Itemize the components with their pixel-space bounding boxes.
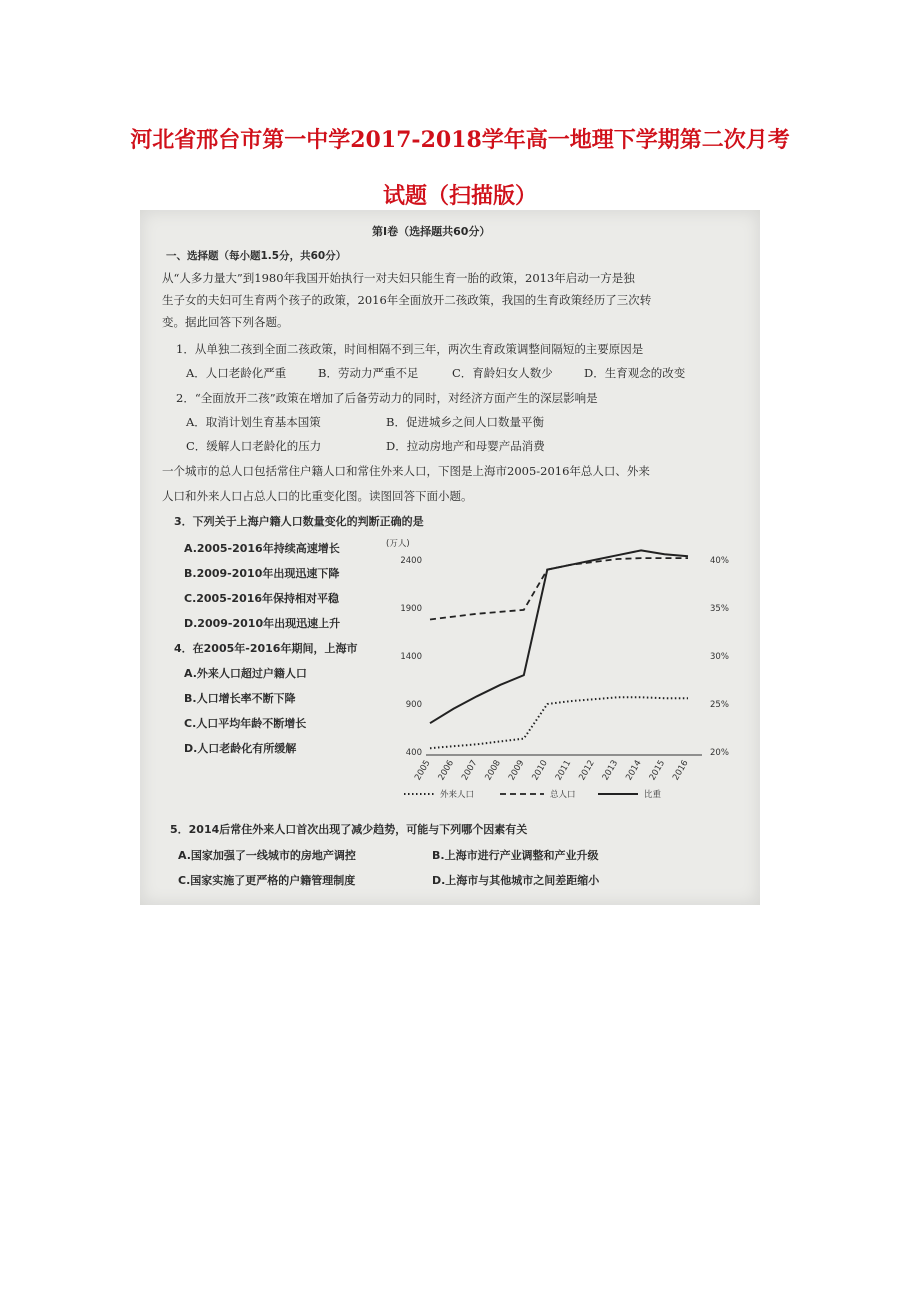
x-tick-label: 2007: [460, 758, 480, 783]
y-tick-label: 400: [405, 748, 422, 758]
intro2-line-1: 一个城市的总人口包括常住户籍人口和常住外来人口，下图是上海市2005-2016年总人口、外来: [162, 464, 650, 478]
legend-label-total: 总人口: [550, 790, 576, 800]
y-tick-label: 1400: [400, 652, 422, 662]
x-tick-label: 2011: [553, 758, 574, 783]
q3-option-d: D.2009-2010年出现迅速上升: [184, 617, 341, 630]
population-line-chart: [368, 532, 748, 810]
y-axis-ticks: [400, 556, 422, 758]
title-line-2: 试题（扫描版）: [382, 183, 537, 209]
q3-option-c: C.2005-2016年保持相对平稳: [184, 592, 340, 605]
y2-tick-label: 20%: [710, 748, 729, 758]
q5-stem: 5．2014后常住外来人口首次出现了减少趋势，可能与下列哪个因素有关: [170, 823, 528, 836]
x-tick-label: 2006: [436, 758, 457, 783]
section-heading: 一、选择题（每小题1.5分，共60分）: [166, 250, 347, 262]
q2-option-c: C．缓解人口老龄化的压力: [186, 439, 322, 453]
intro2-line-2: 人口和外来人口占总人口的比重变化图。读图回答下面小题。: [162, 489, 473, 503]
q4-option-b: B.人口增长率不断下降: [184, 692, 296, 705]
x-axis-ticks: [413, 759, 690, 783]
q2-option-d: D．拉动房地产和母婴产品消费: [386, 439, 545, 453]
x-tick-label: 2012: [577, 758, 597, 783]
q2-stem: 2．“全面放开二孩”政策在增加了后备劳动力的同时，对经济方面产生的深层影响是: [176, 391, 598, 405]
legend-label-proportion: 比重: [644, 790, 662, 800]
q4-stem: 4．在2005年-2016年期间，上海市: [174, 642, 358, 655]
y2-tick-label: 25%: [710, 700, 729, 710]
y2-tick-label: 30%: [710, 652, 729, 662]
legend: [404, 789, 662, 800]
legend-label-foreign: 外来人口: [440, 790, 475, 800]
title-line-1: 河北省邢台市第一中学2017-2018学年高一地理下学期第二次月考: [130, 127, 790, 153]
x-tick-label: 2016: [671, 758, 691, 783]
x-tick-label: 2009: [506, 758, 527, 783]
scanned-exam-page: [140, 210, 760, 905]
q1-stem: 1．从单独二孩到全面二孩政策，时间相隔不到三年，两次生育政策调整间隔短的主要原因是: [176, 342, 644, 356]
y2-axis-ticks: [710, 556, 729, 758]
series-proportion-line: [430, 550, 688, 723]
q3-option-b: B.2009-2010年出现迅速下降: [184, 567, 340, 580]
q5-option-c: C.国家实施了更严格的户籍管理制度: [178, 874, 356, 887]
x-tick-label: 2008: [483, 758, 503, 783]
q4-option-c: C.人口平均年龄不断增长: [184, 717, 307, 730]
paper-heading: 第Ⅰ卷（选择题共60分）: [372, 225, 491, 238]
q1-option-b: B．劳动力严重不足: [318, 366, 419, 380]
x-tick-label: 2013: [600, 758, 621, 783]
y2-tick-label: 35%: [710, 604, 729, 614]
x-tick-label: 2014: [624, 758, 644, 783]
document-title: [0, 112, 920, 224]
q4-option-d: D.人口老龄化有所缓解: [184, 742, 297, 755]
intro1-line-3: 变。据此回答下列各题。: [162, 315, 289, 329]
intro1-line-1: 从“人多力量大”到1980年我国开始执行一对夫妇只能生育一胎的政策，2013年启动一方是独: [162, 271, 635, 285]
q1-option-a: A．人口老龄化严重: [186, 366, 287, 380]
x-tick-label: 2015: [647, 758, 668, 783]
y-tick-label: 900: [405, 700, 422, 710]
q3-option-a: A.2005-2016年持续高速增长: [184, 542, 340, 555]
q3-stem: 3．下列关于上海户籍人口数量变化的判断正确的是: [174, 515, 424, 528]
series-foreign-population-line: [430, 697, 688, 748]
y-unit-label: (万人): [386, 539, 410, 549]
x-tick-label: 2010: [530, 758, 550, 783]
q5-option-d: D.上海市与其他城市之间差距缩小: [432, 874, 600, 887]
y-tick-label: 2400: [400, 556, 422, 566]
q2-option-a: A．取消计划生育基本国策: [186, 415, 321, 429]
x-tick-label: 2005: [413, 758, 433, 783]
q1-option-c: C．育龄妇女人数少: [452, 366, 553, 380]
q5-option-a: A.国家加强了一线城市的房地产调控: [178, 849, 356, 862]
q4-option-a: A.外来人口超过户籍人口: [184, 667, 307, 680]
y2-tick-label: 40%: [710, 556, 729, 566]
intro1-line-2: 生子女的夫妇可生育两个孩子的政策，2016年全面放开二孩政策，我国的生育政策经历了三次转: [162, 293, 652, 307]
q5-option-b: B.上海市进行产业调整和产业升级: [432, 849, 599, 862]
q1-option-d: D．生育观念的改变: [584, 366, 686, 380]
q2-option-b: B．促进城乡之间人口数量平衡: [386, 415, 544, 429]
y-tick-label: 1900: [400, 604, 422, 614]
